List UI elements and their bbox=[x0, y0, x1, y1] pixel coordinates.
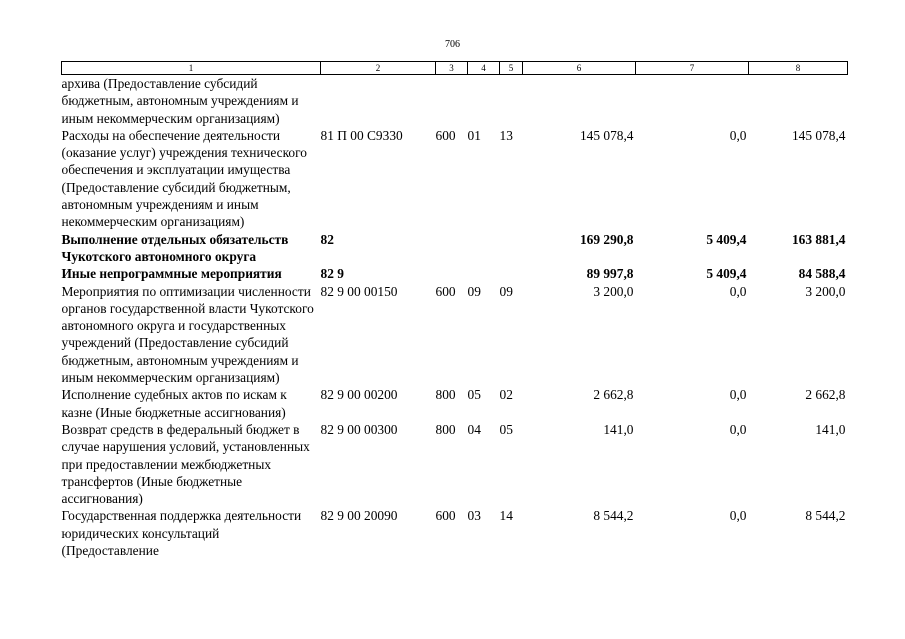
expense-name: Расходы на обеспечение деятельности (оказание услуг) учреждения технического обеспечения и эксплуатации имущества (Предоставление субсидий бюджетным, автономным учреждениям и иным некоммерческим организациям) bbox=[61, 127, 307, 230]
amount-column-7: 5 409,4 bbox=[706, 231, 747, 247]
expense-type-code bbox=[436, 75, 468, 127]
column-number: 4 bbox=[468, 62, 500, 75]
section-code bbox=[468, 265, 500, 282]
amount-column-8 bbox=[749, 75, 848, 127]
expense-name: архива (Предоставление субсидий бюджетным, автономным учреждениям и иным некоммерческим организациям) bbox=[61, 76, 299, 126]
table-row bbox=[62, 75, 848, 127]
expense-type-code: 800 bbox=[435, 421, 456, 437]
subsection-code: 14 bbox=[499, 508, 513, 524]
table-row bbox=[62, 386, 848, 421]
target-article-code: 82 9 00 20090 bbox=[320, 508, 398, 524]
amount-total: 145 078,4 bbox=[579, 127, 634, 143]
expense-type-code bbox=[436, 231, 468, 266]
table-row bbox=[62, 231, 848, 266]
amount-column-7: 0,0 bbox=[729, 508, 747, 524]
column-number: 6 bbox=[523, 62, 636, 75]
table-row bbox=[62, 507, 848, 559]
section-code: 01 bbox=[467, 127, 481, 143]
amount-total: 141,0 bbox=[603, 421, 634, 437]
column-number: 8 bbox=[749, 62, 848, 75]
table-body bbox=[62, 62, 848, 560]
table-row bbox=[62, 421, 848, 507]
section-code bbox=[468, 231, 500, 266]
column-number-row bbox=[62, 62, 848, 75]
amount-total: 2 662,8 bbox=[593, 387, 634, 403]
amount-column-7: 0,0 bbox=[729, 283, 747, 299]
expense-name: Государственная поддержка деятельности юридических консультаций (Предоставление bbox=[61, 508, 302, 559]
amount-column-8: 145 078,4 bbox=[791, 127, 846, 143]
target-article-code: 82 9 bbox=[320, 266, 344, 282]
expense-type-code: 800 bbox=[435, 387, 456, 403]
amount-column-7: 0,0 bbox=[729, 127, 747, 143]
amount-column-7 bbox=[636, 75, 749, 127]
expense-type-code: 600 bbox=[435, 127, 456, 143]
table-row bbox=[62, 265, 848, 282]
expense-type-code bbox=[436, 265, 468, 282]
amount-total: 8 544,2 bbox=[593, 508, 634, 524]
target-article-code: 82 bbox=[320, 231, 334, 247]
amount-total: 169 290,8 bbox=[579, 231, 634, 247]
target-article-code: 82 9 00 00150 bbox=[320, 283, 398, 299]
amount-total bbox=[523, 75, 636, 127]
subsection-code bbox=[500, 231, 523, 266]
column-number: 5 bbox=[500, 62, 523, 75]
expense-name: Иные непрограммные мероприятия bbox=[61, 266, 282, 282]
amount-total: 89 997,8 bbox=[586, 266, 634, 282]
amount-column-8: 3 200,0 bbox=[805, 283, 846, 299]
amount-column-8: 8 544,2 bbox=[805, 508, 846, 524]
table-row bbox=[62, 283, 848, 387]
section-code: 05 bbox=[467, 387, 481, 403]
amount-total: 3 200,0 bbox=[593, 283, 634, 299]
expense-name: Возврат средств в федеральный бюджет в случае нарушения условий, установленных при предоставлении межбюджетных трансфертов (Иные бюджетные ассигнования) bbox=[61, 421, 310, 507]
column-number: 2 bbox=[321, 62, 436, 75]
amount-column-8: 141,0 bbox=[815, 421, 846, 437]
column-number: 7 bbox=[636, 62, 749, 75]
section-code: 09 bbox=[467, 283, 481, 299]
target-article-code: 82 9 00 00300 bbox=[320, 421, 398, 437]
section-code: 03 bbox=[467, 508, 481, 524]
amount-column-7: 5 409,4 bbox=[706, 266, 747, 282]
subsection-code: 02 bbox=[499, 387, 513, 403]
subsection-code: 13 bbox=[499, 127, 513, 143]
section-code: 04 bbox=[467, 421, 481, 437]
page-number: 706 bbox=[445, 39, 460, 50]
budget-table bbox=[61, 61, 848, 559]
expense-name: Исполнение судебных актов по искам к казне (Иные бюджетные ассигнования) bbox=[61, 387, 287, 420]
column-number: 1 bbox=[62, 62, 321, 75]
subsection-code: 05 bbox=[499, 421, 513, 437]
table-row bbox=[62, 127, 848, 231]
section-code bbox=[468, 75, 500, 127]
subsection-code bbox=[500, 75, 523, 127]
subsection-code bbox=[500, 265, 523, 282]
amount-column-8: 84 588,4 bbox=[798, 266, 846, 282]
amount-column-7: 0,0 bbox=[729, 421, 747, 437]
amount-column-7: 0,0 bbox=[729, 387, 747, 403]
target-article-code: 81 П 00 С9330 bbox=[320, 127, 403, 143]
expense-name: Мероприятия по оптимизации численности органов государственной власти Чукотского автономного округа и государственных учреждений (Предоставление субсидий бюджетным, автономным учреждениям и иным некоммерческим организациям) bbox=[61, 283, 314, 386]
subsection-code: 09 bbox=[499, 283, 513, 299]
expense-type-code: 600 bbox=[435, 283, 456, 299]
column-number: 3 bbox=[436, 62, 468, 75]
expense-name: Выполнение отдельных обязательств Чукотского автономного округа bbox=[61, 231, 289, 264]
target-article-code bbox=[321, 75, 436, 127]
target-article-code: 82 9 00 00200 bbox=[320, 387, 398, 403]
amount-column-8: 163 881,4 bbox=[791, 231, 846, 247]
expense-type-code: 600 bbox=[435, 508, 456, 524]
amount-column-8: 2 662,8 bbox=[805, 387, 846, 403]
